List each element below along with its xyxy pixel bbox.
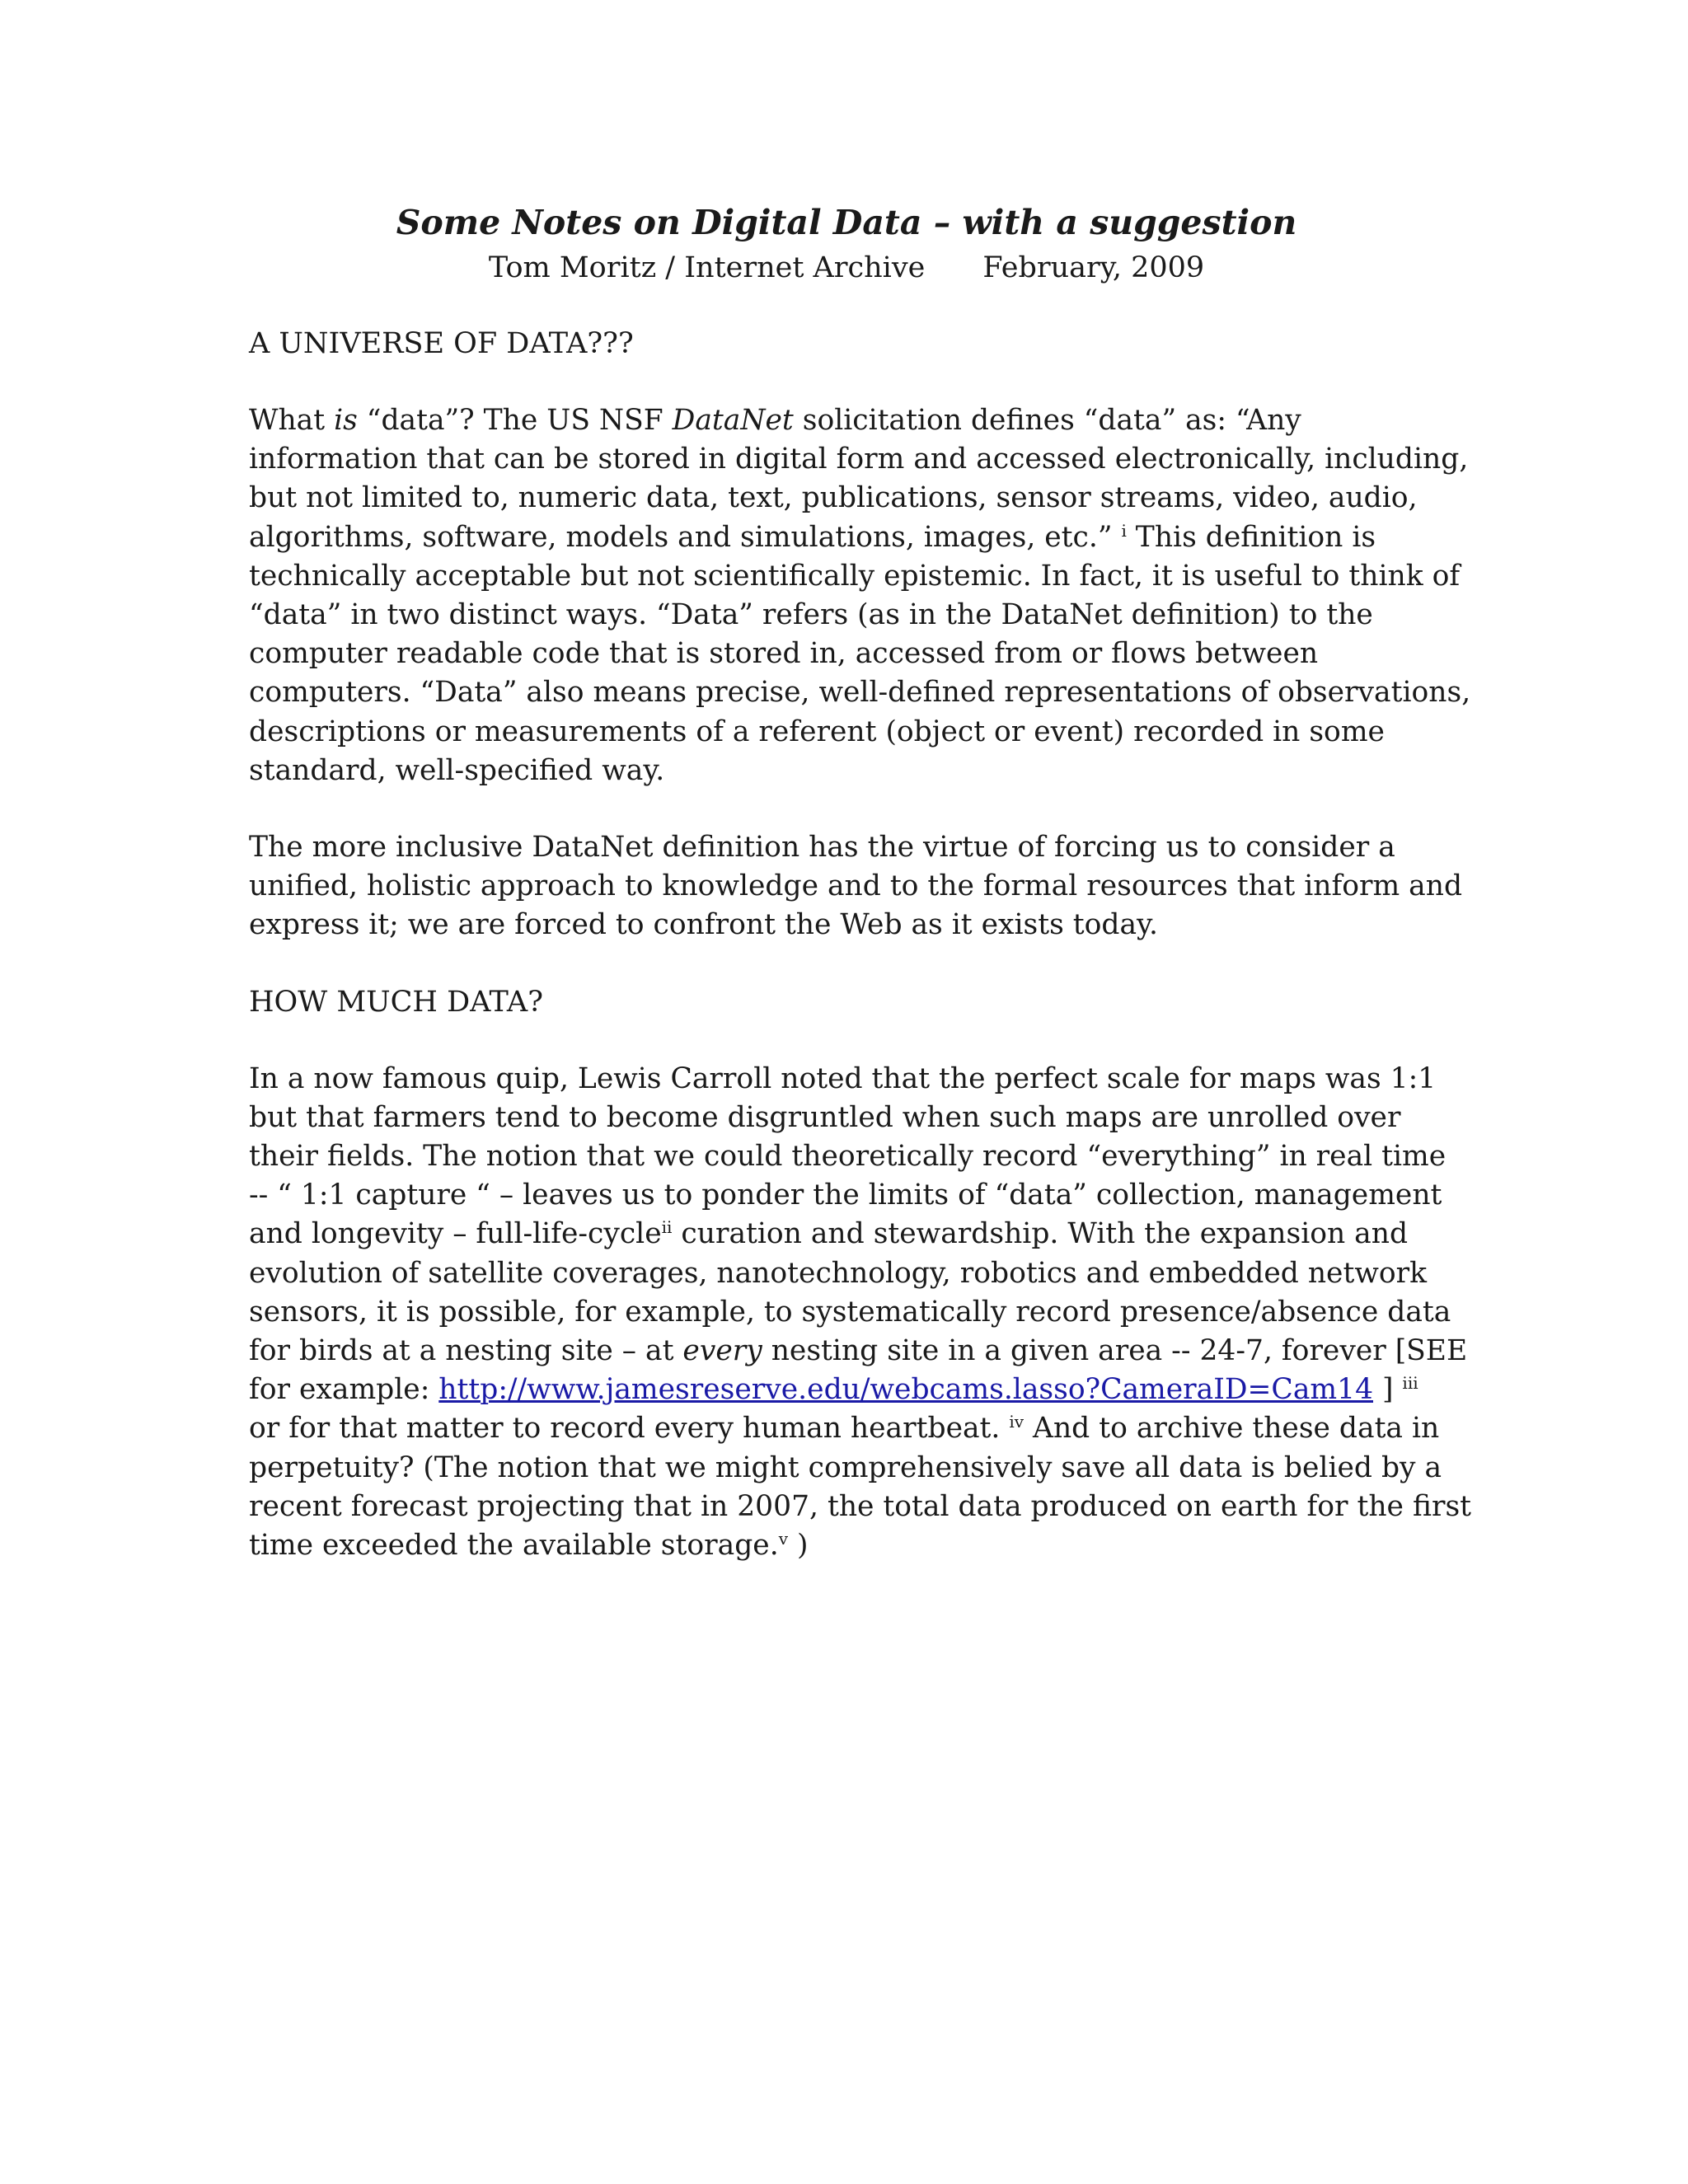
paragraph-datanet	[249, 828, 1463, 945]
text-line	[249, 1371, 1444, 1409]
text-line: express it; we are forced to confront the Web as it exists today.	[249, 908, 1158, 942]
text-line: technically acceptable but not scientifically epistemic. In fact, it is useful to think of	[249, 559, 1461, 593]
text-line: evolution of satellite coverages, nanotechnology, robotics and embedded network	[249, 1256, 1428, 1290]
text-run: )	[788, 1529, 809, 1563]
text-line: but not limited to, numeric data, text, publications, sensor streams, video, audio,	[249, 481, 1418, 515]
emphasis-every: every	[682, 1334, 762, 1368]
text-line: perpetuity? (The notion that we might comprehensively save all data is belied by a	[249, 1451, 1442, 1484]
endnote-marker-iv[interactable]: iv	[1009, 1412, 1025, 1432]
endnote-marker-ii[interactable]: ii	[661, 1217, 673, 1238]
text-line: sensors, it is possible, for example, to systematically record presence/absence data	[249, 1295, 1451, 1329]
text-line	[249, 1215, 1444, 1254]
emphasis-datanet: DataNet	[672, 404, 794, 437]
text-line	[249, 1526, 1444, 1565]
text-run: for example:	[249, 1373, 439, 1407]
endnote-marker-iii[interactable]: iii	[1402, 1373, 1418, 1394]
text-line: but that farmers tend to become disgruntled when such maps are unrolled over	[249, 1100, 1401, 1134]
text-line: standard, well-specified way.	[249, 753, 665, 787]
text-run: nesting site in a given area -- 24-7, forever [SEE	[762, 1334, 1468, 1368]
endnote-marker-v[interactable]: v	[778, 1529, 788, 1549]
paragraph-how-much	[249, 1060, 1472, 1566]
text-run: This definition is	[1126, 520, 1376, 554]
text-run: solicitation defines “data” as: “Any	[793, 404, 1301, 437]
text-line: computer readable code that is stored in, accessed from or flows between	[249, 637, 1319, 671]
text-line	[249, 1409, 1444, 1448]
text-run: What	[249, 404, 335, 437]
text-run: for birds at a nesting site – at	[249, 1334, 683, 1368]
section-heading-universe: A UNIVERSE OF DATA???	[249, 327, 634, 360]
text-run: time exceeded the available storage.	[249, 1529, 779, 1563]
text-line: computers. “Data” also means precise, well-defined representations of observations,	[249, 676, 1471, 710]
text-run: or for that matter to record every human heartbeat.	[249, 1412, 1010, 1446]
text-run: algorithms, software, models and simulations, images, etc.”	[249, 520, 1122, 554]
webcam-link[interactable]: http://www.jamesreserve.edu/webcams.lasso?CameraID=Cam14	[438, 1373, 1374, 1407]
text-run: ]	[1373, 1373, 1403, 1407]
text-line: The more inclusive DataNet definition has the virtue of forcing us to consider a	[249, 831, 1395, 865]
text-line: information that can be stored in digital form and accessed electronically, including,	[249, 443, 1469, 476]
text-run: curation and stewardship. With the expansion and	[672, 1217, 1409, 1251]
text-line: recent forecast projecting that in 2007, the total data produced on earth for the first	[249, 1489, 1472, 1523]
author: Tom Moritz / Internet Archive	[488, 251, 926, 284]
document-title: Some Notes on Digital Data – with a suggestion	[396, 203, 1297, 242]
emphasis-is: is	[334, 404, 358, 437]
section-heading-how-much: HOW MUCH DATA?	[249, 985, 543, 1019]
text-line	[249, 518, 1444, 557]
text-run: and longevity – full-life-cycle	[249, 1217, 662, 1251]
text-line	[249, 401, 1444, 440]
text-line: their fields. The notion that we could theoretically record “everything” in real time	[249, 1140, 1447, 1174]
text-run: And to archive these data in	[1024, 1412, 1440, 1446]
date: February, 2009	[982, 251, 1205, 284]
document-page	[249, 198, 1472, 1565]
text-line: In a now famous quip, Lewis Carroll noted that the perfect scale for maps was 1:1	[249, 1062, 1437, 1095]
text-line	[249, 1332, 1468, 1371]
paragraph-definition	[249, 401, 1471, 790]
text-line: -- “ 1:1 capture “ – leaves us to ponder the limits of “data” collection, management	[249, 1179, 1442, 1212]
text-line: descriptions or measurements of a referent (object or event) recorded in some	[249, 715, 1385, 748]
document-byline	[249, 247, 1444, 288]
text-line: unified, holistic approach to knowledge and to the formal resources that inform and	[249, 869, 1463, 903]
text-line: “data” in two distinct ways. “Data” refers (as in the DataNet definition) to the	[249, 598, 1373, 632]
endnote-marker-i[interactable]: i	[1121, 520, 1127, 541]
text-run: “data”? The US NSF	[357, 404, 673, 437]
